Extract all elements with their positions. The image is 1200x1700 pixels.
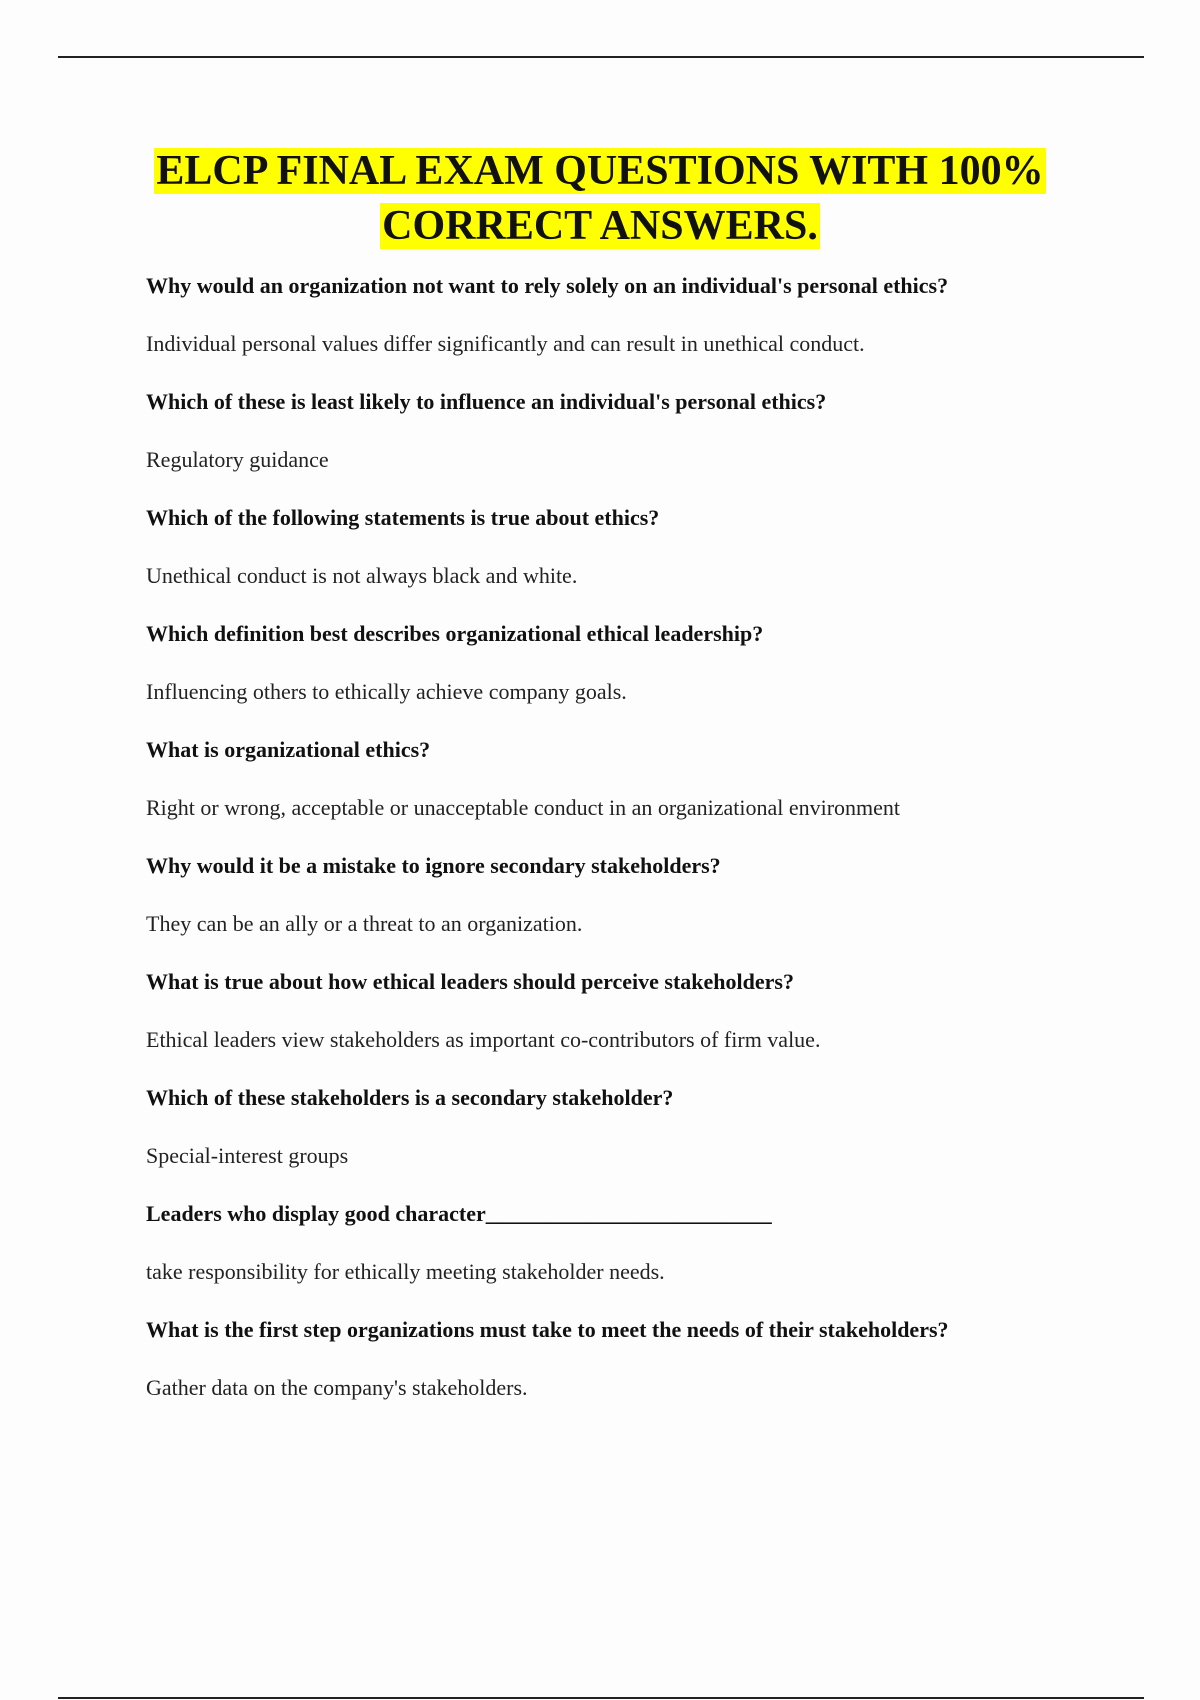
title-line-1: ELCP FINAL EXAM QUESTIONS WITH 100% [156,148,1044,194]
question-text: Which of the following statements is true about ethics? [146,505,660,530]
qa-item [146,1196,1086,1312]
qa-item [146,732,1086,848]
answer-text: Special-interest groups [146,1143,349,1168]
answer-text: Individual personal values differ significantly and can result in unethical conduct. [146,331,865,356]
qa-item [146,616,1086,732]
qa-item [146,384,1086,500]
question-text: Which of these is least likely to influence an individual's personal ethics? [146,389,827,414]
qa-item [146,1080,1086,1196]
header-rule [58,56,1144,58]
question-text: What is true about how ethical leaders should perceive stakeholders? [146,969,794,994]
answer-text: Gather data on the company's stakeholders. [146,1375,528,1400]
qa-item [146,500,1086,616]
answer-text: Regulatory guidance [146,447,329,472]
answer-text: take responsibility for ethically meeting stakeholder needs. [146,1259,665,1284]
question-text: Leaders who display good character__________________________ [146,1201,772,1226]
question-text: Why would it be a mistake to ignore secondary stakeholders? [146,853,721,878]
answer-text: Right or wrong, acceptable or unacceptable conduct in an organizational environment [146,795,901,820]
qa-item [146,1312,1086,1428]
document-title [100,144,1100,254]
qa-list [146,268,1086,1428]
title-line-2: CORRECT ANSWERS. [382,203,818,249]
answer-text: Unethical conduct is not always black and white. [146,563,578,588]
qa-item [146,964,1086,1080]
answer-text: They can be an ally or a threat to an organization. [146,911,583,936]
question-text: What is organizational ethics? [146,737,431,762]
question-text: Why would an organization not want to rely solely on an individual's personal ethics? [146,273,949,298]
qa-item [146,268,1086,384]
answer-text: Influencing others to ethically achieve company goals. [146,679,627,704]
question-text: Which of these stakeholders is a secondary stakeholder? [146,1085,674,1110]
question-text: What is the first step organizations must take to meet the needs of their stakeholders? [146,1317,949,1342]
footer-rule [58,1697,1144,1699]
qa-item [146,848,1086,964]
question-text: Which definition best describes organizational ethical leadership? [146,621,764,646]
answer-text: Ethical leaders view stakeholders as important co-contributors of firm value. [146,1027,821,1052]
